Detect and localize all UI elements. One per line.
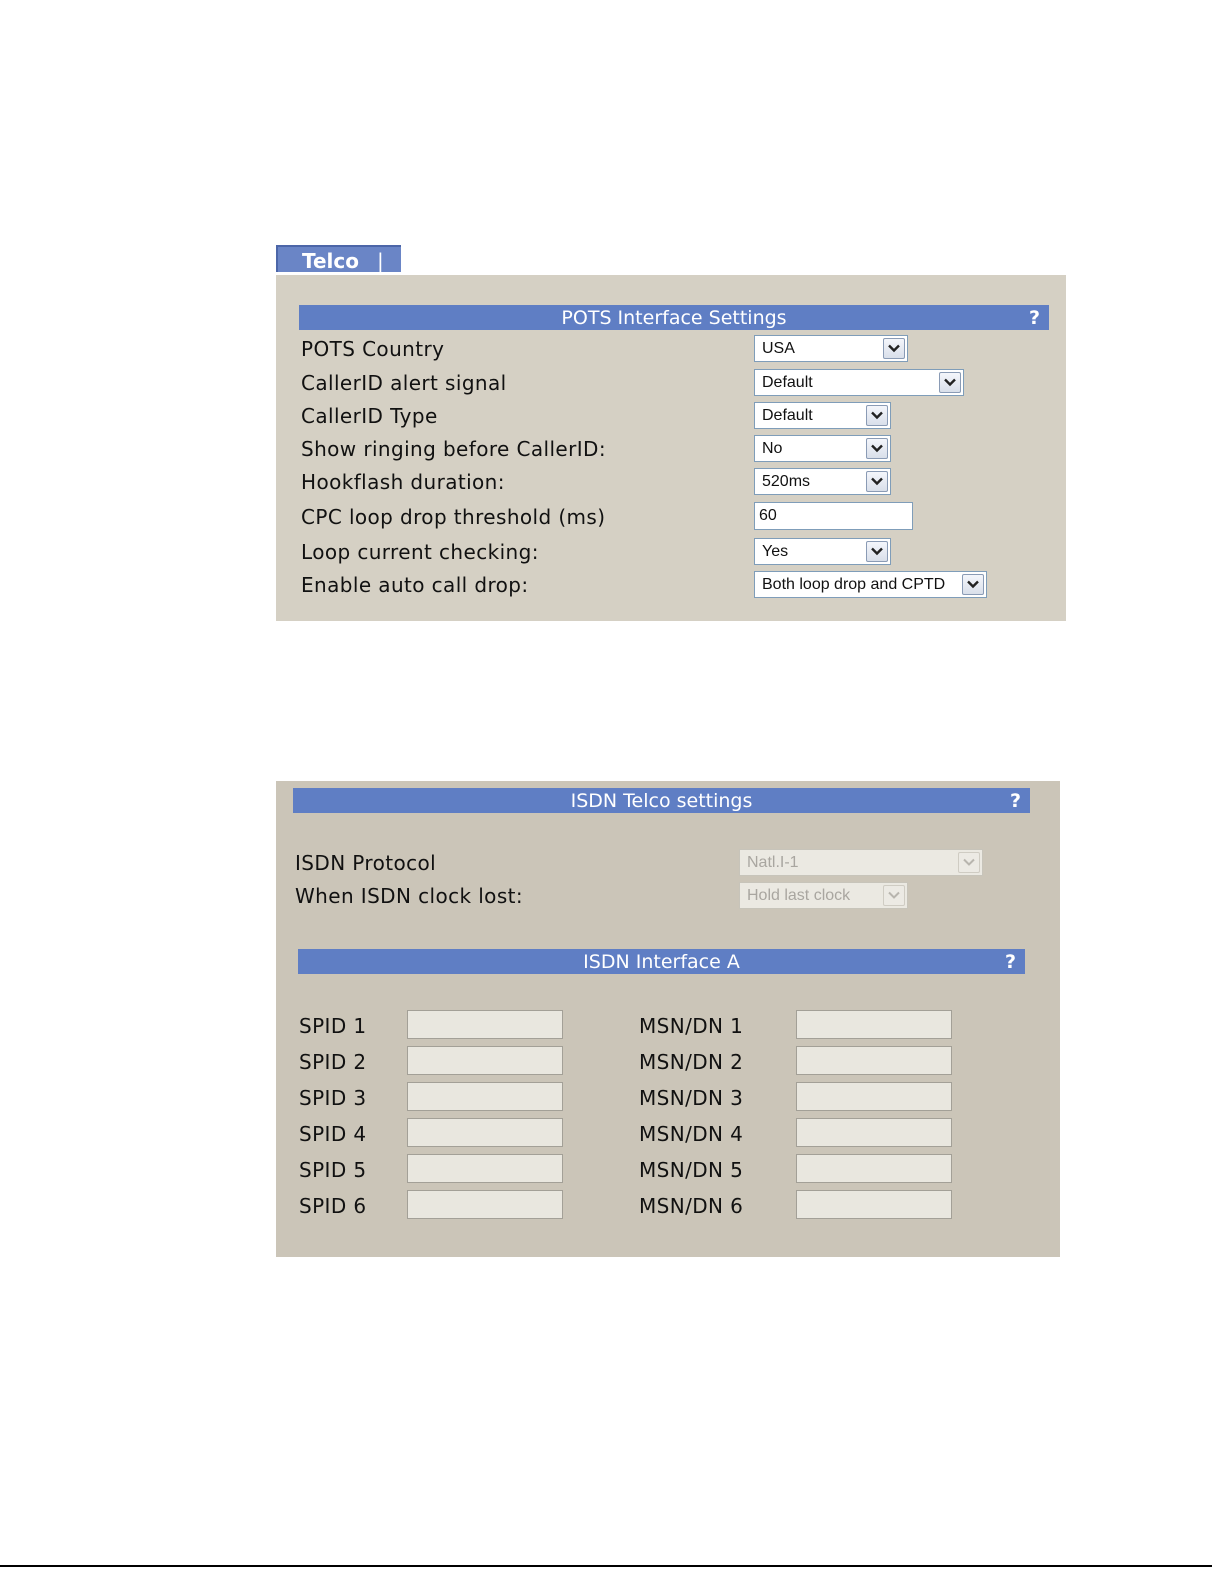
spid-6-label: SPID 6 (299, 1194, 367, 1218)
spid-5-label: SPID 5 (299, 1158, 367, 1182)
isdn-interface-title: ISDN Interface A (583, 951, 740, 973)
show-ringing-value: No (762, 440, 783, 457)
msn-3-input[interactable] (796, 1082, 952, 1111)
msn-4-input[interactable] (796, 1118, 952, 1147)
msn-1-input[interactable] (796, 1010, 952, 1039)
footer-rule (0, 1565, 1212, 1567)
msn-6-label: MSN/DN 6 (639, 1194, 744, 1218)
msn-5-label: MSN/DN 5 (639, 1158, 744, 1182)
isdn-header-title: ISDN Telco settings (570, 790, 753, 812)
auto-call-drop-select[interactable] (754, 571, 987, 598)
chevron-down-icon (958, 852, 980, 873)
spid-3-label: SPID 3 (299, 1086, 367, 1110)
auto-call-drop-value: Both loop drop and CPTD (762, 576, 946, 593)
isdn-protocol-select[interactable] (739, 849, 983, 876)
msn-2-input[interactable] (796, 1046, 952, 1075)
spid-1-input[interactable] (407, 1010, 563, 1039)
hookflash-label: Hookflash duration: (301, 470, 505, 494)
pots-help-icon[interactable]: ? (1028, 307, 1040, 329)
pots-header (299, 305, 1049, 330)
show-ringing-select[interactable] (754, 435, 891, 462)
spid-3-input[interactable] (407, 1082, 563, 1111)
tab-separator: | (377, 249, 384, 273)
spid-2-label: SPID 2 (299, 1050, 367, 1074)
msn-5-input[interactable] (796, 1154, 952, 1183)
msn-1-label: MSN/DN 1 (639, 1014, 744, 1038)
auto-call-drop-label: Enable auto call drop: (301, 573, 529, 597)
callerid-type-value: Default (762, 407, 813, 424)
chevron-down-icon (939, 372, 961, 393)
isdn-header (293, 788, 1030, 813)
spid-4-label: SPID 4 (299, 1122, 367, 1146)
msn-2-label: MSN/DN 2 (639, 1050, 744, 1074)
hookflash-value: 520ms (762, 473, 811, 490)
callerid-alert-select[interactable] (754, 369, 964, 396)
tab-telco[interactable] (276, 245, 401, 272)
show-ringing-label: Show ringing before CallerID: (301, 437, 606, 461)
callerid-type-select[interactable] (754, 402, 891, 429)
msn-6-input[interactable] (796, 1190, 952, 1219)
isdn-clock-label: When ISDN clock lost: (295, 884, 524, 908)
loop-current-value: Yes (762, 543, 789, 560)
cpc-threshold-input[interactable]: 60 (754, 502, 913, 530)
chevron-down-icon (866, 438, 888, 459)
spid-6-input[interactable] (407, 1190, 563, 1219)
spid-5-input[interactable] (407, 1154, 563, 1183)
isdn-clock-select[interactable] (739, 882, 908, 909)
isdn-protocol-value: Natl.I-1 (747, 854, 799, 871)
isdn-interface-help-icon[interactable]: ? (1004, 951, 1016, 973)
isdn-clock-value: Hold last clock (747, 887, 851, 904)
spid-1-label: SPID 1 (299, 1014, 367, 1038)
chevron-down-icon (866, 405, 888, 426)
chevron-down-icon (883, 885, 905, 906)
isdn-help-icon[interactable]: ? (1009, 790, 1021, 812)
chevron-down-icon (883, 338, 905, 359)
isdn-interface-header (298, 949, 1025, 974)
hookflash-select[interactable] (754, 468, 891, 495)
cpc-threshold-label: CPC loop drop threshold (ms) (301, 505, 606, 529)
loop-current-select[interactable] (754, 538, 891, 565)
spid-2-input[interactable] (407, 1046, 563, 1075)
spid-4-input[interactable] (407, 1118, 563, 1147)
msn-4-label: MSN/DN 4 (639, 1122, 744, 1146)
pots-header-title: POTS Interface Settings (561, 307, 787, 329)
isdn-protocol-label: ISDN Protocol (295, 851, 437, 875)
loop-current-label: Loop current checking: (301, 540, 539, 564)
pots-country-value: USA (762, 340, 795, 357)
pots-country-select[interactable] (754, 335, 908, 362)
callerid-alert-label: CallerID alert signal (301, 371, 507, 395)
pots-country-label: POTS Country (301, 337, 445, 361)
chevron-down-icon (866, 471, 888, 492)
tab-telco-label: Telco (302, 249, 360, 273)
callerid-type-label: CallerID Type (301, 404, 438, 428)
msn-3-label: MSN/DN 3 (639, 1086, 744, 1110)
chevron-down-icon (962, 574, 984, 595)
callerid-alert-value: Default (762, 374, 813, 391)
chevron-down-icon (866, 541, 888, 562)
